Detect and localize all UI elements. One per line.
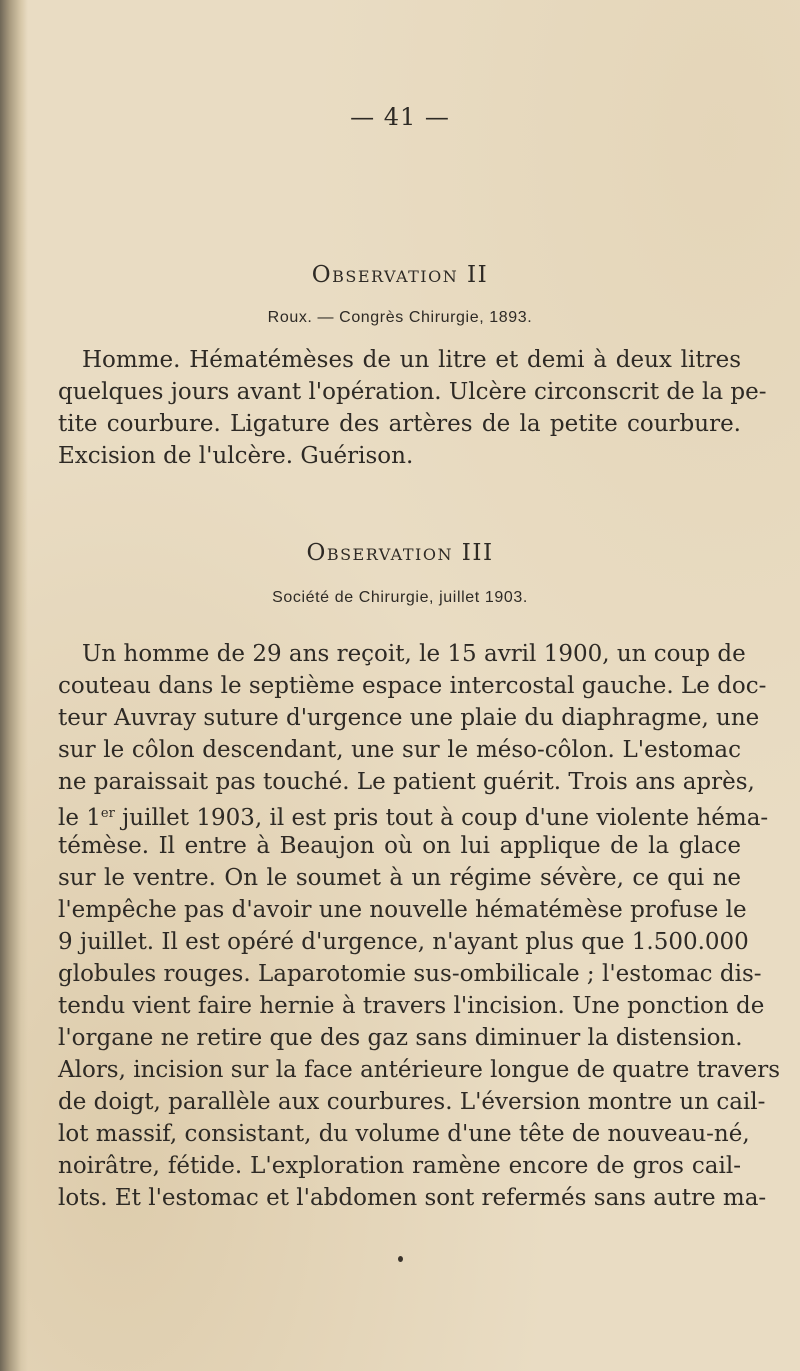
line-text: juillet 1903, il est pris tout à coup d'une violente héma- xyxy=(114,805,769,831)
body-line: témèse. Il entre à Beaujon où on lui applique de la glace xyxy=(58,833,741,859)
body-line: noirâtre, fétide. L'exploration ramène encore de gros cail- xyxy=(58,1153,741,1179)
body-line: tendu vient faire hernie à travers l'incision. Une ponction de xyxy=(58,993,765,1019)
line-number: 1 xyxy=(86,805,101,831)
observation-3-heading: Observation III xyxy=(306,540,494,566)
body-line: sur le ventre. On le soumet à un régime sévère, ce qui ne xyxy=(58,865,741,891)
body-line: Alors, incision sur la face antérieure longue de quatre travers xyxy=(58,1057,781,1083)
body-line: sur le côlon descendant, une sur le méso-côlon. L'estomac xyxy=(58,737,741,763)
body-line: tite courbure. Ligature des artères de la petite courbure. xyxy=(58,411,741,437)
body-line xyxy=(58,798,769,831)
body-line: Homme. Hématémèses de un litre et demi à deux litres xyxy=(82,347,741,373)
body-line: quelques jours avant l'opération. Ulcère circonscrit de la pe- xyxy=(58,379,767,405)
body-line: ne paraissait pas touché. Le patient guérit. Trois ans après, xyxy=(58,769,755,795)
body-line: 9 juillet. Il est opéré d'urgence, n'ayant plus que 1.500.000 xyxy=(58,929,749,955)
body-line: couteau dans le septième espace intercostal gauche. Le doc- xyxy=(58,673,767,699)
observation-3-body xyxy=(58,638,781,1214)
ordinal-superscript: er xyxy=(100,806,115,821)
observation-2-body xyxy=(58,344,767,472)
body-line: Un homme de 29 ans reçoit, le 15 avril 1900, un coup de xyxy=(82,641,746,667)
observation-2-source: Roux. — Congrès Chirurgie, 1893. xyxy=(267,309,533,326)
body-line: lots. Et l'estomac et l'abdomen sont refermés sans autre ma- xyxy=(58,1185,767,1211)
page-number: — 41 — xyxy=(350,103,450,131)
body-line: lot massif, consistant, du volume d'une tête de nouveau-né, xyxy=(58,1121,750,1147)
body-line: l'organe ne retire que des gaz sans diminuer la distension. xyxy=(58,1025,743,1051)
body-line: Excision de l'ulcère. Guérison. xyxy=(58,443,414,469)
body-line: l'empêche pas d'avoir une nouvelle hématémèse profuse le xyxy=(58,897,747,923)
body-line: teur Auvray suture d'urgence une plaie du diaphragme, une xyxy=(58,705,760,731)
ink-speck xyxy=(398,1256,403,1262)
body-line: globules rouges. Laparotomie sus-ombilicale ; l'estomac dis- xyxy=(58,961,762,987)
observation-3-source: Société de Chirurgie, juillet 1903. xyxy=(272,589,528,606)
line-text: le xyxy=(58,805,87,831)
body-line: de doigt, parallèle aux courbures. L'éversion montre un cail- xyxy=(58,1089,766,1115)
observation-2-heading: Observation II xyxy=(311,262,489,288)
